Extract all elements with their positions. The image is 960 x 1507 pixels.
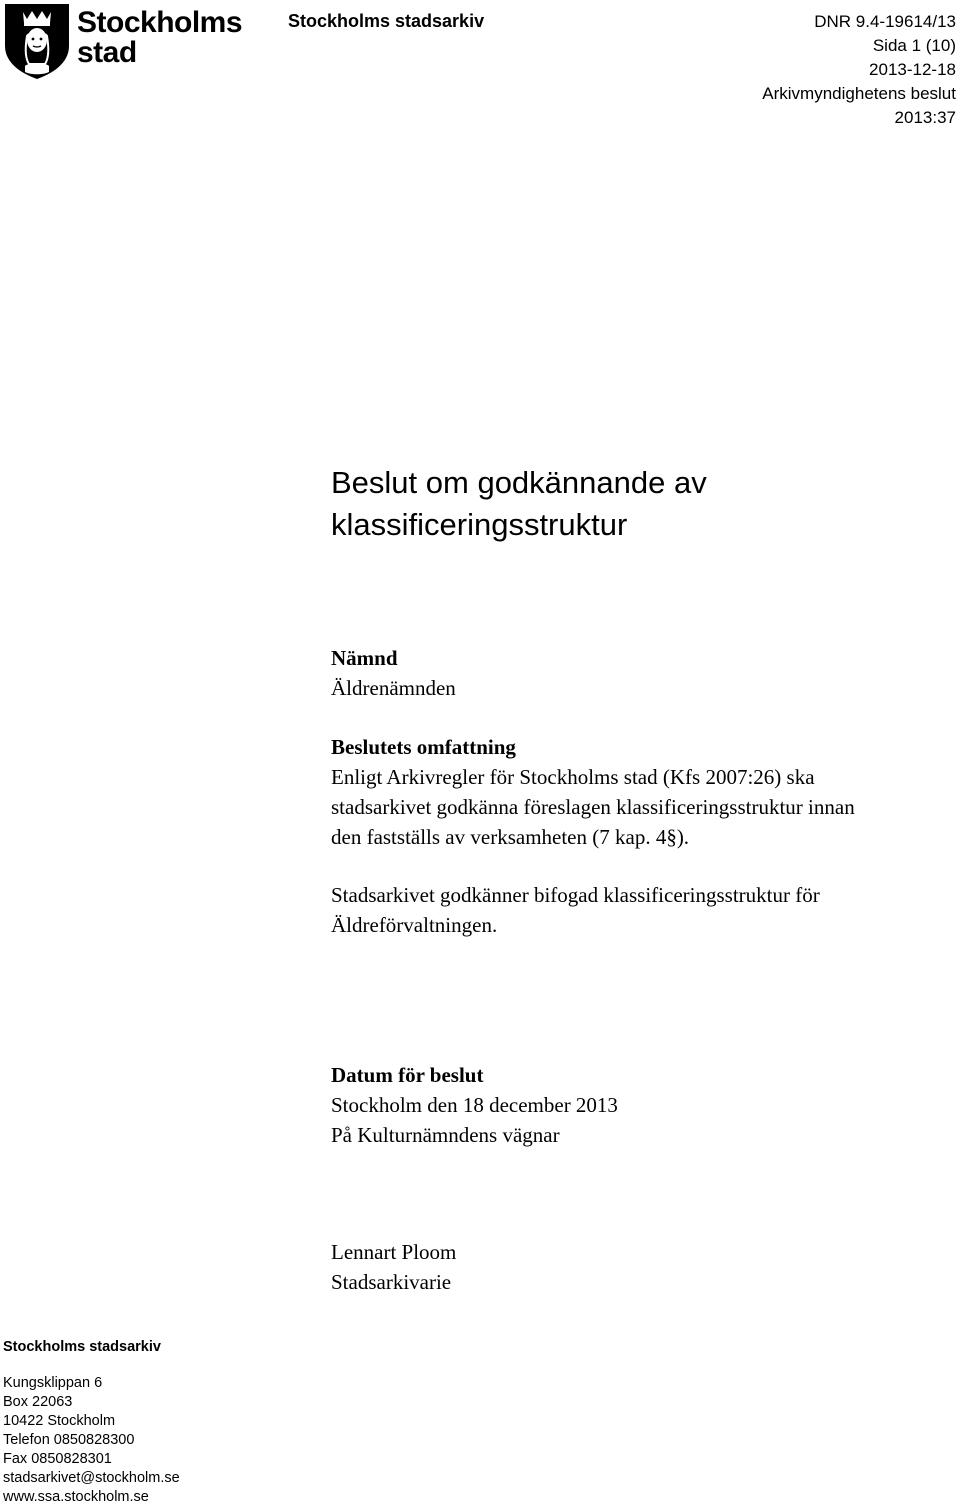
footer-street: Kungsklippan 6: [3, 1375, 103, 1391]
title-line-1: Beslut om godkännande av: [331, 465, 707, 500]
page-number: Sida 1 (10): [872, 36, 956, 55]
signatory-name: Lennart Ploom: [331, 1240, 457, 1264]
scope-line: Enligt Arkivregler för Stockholms stad (Kfs 2007:26) ska: [331, 765, 815, 789]
scope-label: Beslutets omfattning: [331, 735, 516, 759]
footer-box: Box 22063: [3, 1394, 73, 1410]
logo-line-2: stad: [77, 36, 137, 69]
decision-date-line: Stockholm den 18 december 2013: [331, 1093, 618, 1117]
title-line-2: klassificeringsstruktur: [331, 507, 628, 542]
city-crest-icon: [3, 2, 71, 80]
approval-line: Äldreförvaltningen.: [331, 913, 498, 937]
logo-wordmark: [77, 8, 242, 68]
footer-fax: Fax 0850828301: [3, 1451, 112, 1467]
decision-date-section: [331, 1060, 618, 1150]
logo-line-1: Stockholms: [77, 6, 243, 39]
footer-email: stadsarkivet@stockholm.se: [3, 1470, 180, 1486]
header-meta: [762, 10, 956, 130]
stockholms-stad-logo: [3, 2, 243, 82]
decision-number: 2013:37: [894, 108, 956, 127]
signatory-role: Stadsarkivarie: [331, 1270, 452, 1294]
footer: [3, 1336, 180, 1507]
footer-postal: 10422 Stockholm: [3, 1413, 116, 1429]
document-date: 2013-12-18: [869, 60, 956, 79]
scope-section: [331, 732, 931, 852]
footer-contact: [3, 1374, 180, 1507]
document-title: [331, 462, 707, 546]
approval-line: Stadsarkivet godkänner bifogad klassificeringsstruktur för: [331, 883, 820, 907]
decision-date-label: Datum för beslut: [331, 1063, 484, 1087]
scope-line: den fastställs av verksamheten (7 kap. 4§).: [331, 825, 690, 849]
decision-type: Arkivmyndighetens beslut: [762, 84, 956, 103]
footer-phone: Telefon 0850828300: [3, 1432, 135, 1448]
committee-value: Äldrenämnden: [331, 676, 456, 700]
signature-section: [331, 1237, 456, 1297]
header-organization: Stockholms stadsarkiv: [288, 11, 485, 31]
approval-section: [331, 880, 931, 940]
decision-date-line: På Kulturnämndens vägnar: [331, 1123, 560, 1147]
registration-number: DNR 9.4-19614/13: [814, 12, 956, 31]
footer-organization: Stockholms stadsarkiv: [3, 1339, 161, 1355]
committee-label: Nämnd: [331, 646, 398, 670]
scope-line: stadsarkivet godkänna föreslagen klassificeringsstruktur innan: [331, 795, 855, 819]
footer-website: www.ssa.stockholm.se: [3, 1489, 149, 1505]
committee-section: [331, 643, 456, 703]
